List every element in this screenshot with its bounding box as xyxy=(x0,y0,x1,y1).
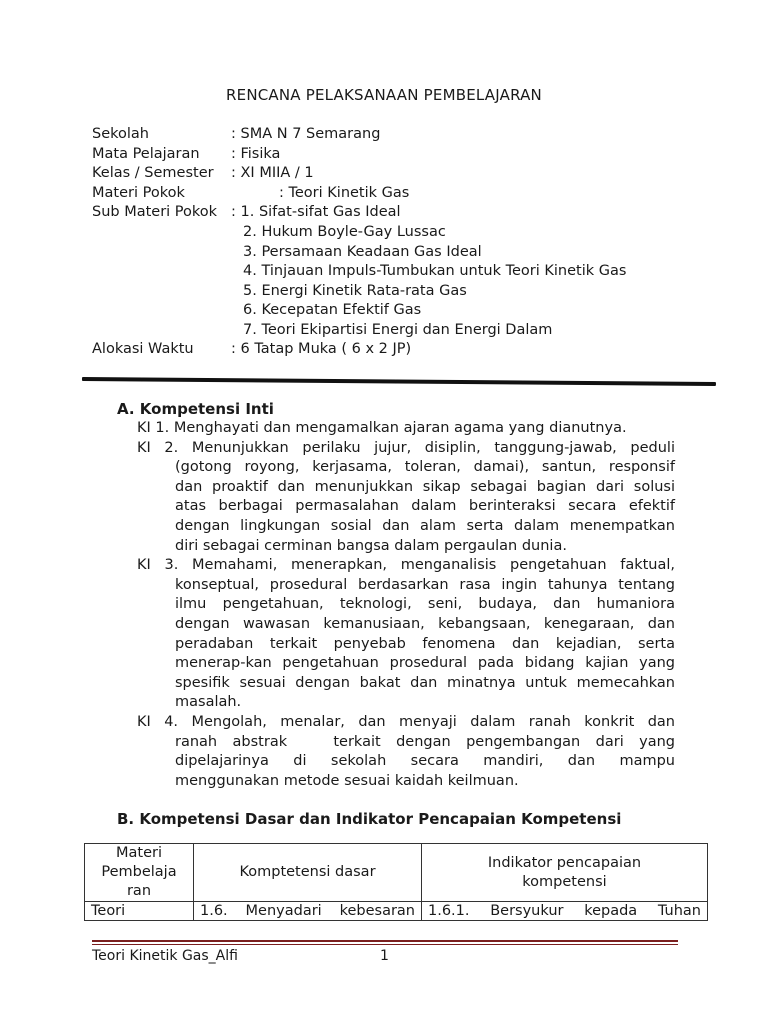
ki-item xyxy=(137,713,675,791)
ki-line: masalah. xyxy=(175,694,242,711)
info-value: : 1. Sifat-sifat Gas Ideal xyxy=(231,204,401,220)
ki-item xyxy=(137,556,675,713)
list-item: 2. Hukum Boyle-Gay Lussac xyxy=(243,224,446,240)
ki-line: konseptual, prosedural berdasarkan rasa ingin tahunya tentang xyxy=(175,576,675,593)
ki-item xyxy=(137,439,675,557)
ki-item xyxy=(137,419,675,439)
list-item: 6. Kecepatan Efektif Gas xyxy=(243,302,422,319)
section-a-heading: A. Kompetensi Inti xyxy=(117,400,274,418)
header-line: ran xyxy=(126,883,152,899)
ki-line: ranah abstrak terkait dengan pengembangan dari yang xyxy=(175,733,675,750)
divider-line xyxy=(82,377,716,386)
footer-rule-thin xyxy=(92,944,678,945)
list-item: 5. Energi Kinetik Rata-rata Gas xyxy=(243,282,467,299)
table-row xyxy=(85,902,708,921)
alokasi-value: : 6 Tatap Muka ( 6 x 2 JP) xyxy=(231,341,412,357)
info-value: : SMA N 7 Semarang xyxy=(231,126,381,142)
ki-first-line: KI 3. Memahami, menerapkan, menganalisis pengetahuan faktual, xyxy=(137,557,675,574)
ki-line: dan proaktif dan menunjukkan sikap sebagai bagian dari solusi xyxy=(175,478,675,495)
ki-line: spesifik sesuai dengan bakat dan minatnya untuk memecahkan xyxy=(175,674,675,691)
kompetensi-table xyxy=(84,843,708,921)
header-line: Komptetensi dasar xyxy=(239,864,376,880)
header-line: kompetensi xyxy=(522,873,607,890)
header-line: Indikator pencapaian xyxy=(487,854,642,871)
cell-kompetensi-dasar: 1.6. Menyadari kebesaran xyxy=(194,902,422,921)
info-value: : XI MIIA / 1 xyxy=(231,165,314,181)
alokasi-label: Alokasi Waktu xyxy=(92,341,194,357)
footer-rule xyxy=(92,940,678,942)
ki-line: dengan wawasan kemanusiaan, kebangsaan, kenegaraan, dan xyxy=(175,615,675,632)
list-item: 3. Persamaan Keadaan Gas Ideal xyxy=(243,243,482,260)
info-label: Materi Pokok xyxy=(92,185,185,201)
header-line: Pembelaja xyxy=(101,864,177,880)
list-item: 7. Teori Ekipartisi Energi dan Energi Dalam xyxy=(243,322,553,338)
ki-first-line: KI 1. Menghayati dan mengamalkan ajaran agama yang dianutnya. xyxy=(137,420,627,436)
header-kompetensi-dasar xyxy=(194,844,422,902)
ki-line: diri sebagai cerminan bangsa dalam pergaulan dunia. xyxy=(175,537,567,554)
ki-line: ilmu pengetahuan, teknologi, seni, budaya, dan humaniora xyxy=(175,596,675,613)
ki-line: menggunakan metode sesuai kaidah keilmuan. xyxy=(175,772,519,789)
ki-line: atas berbagai permasalahan dalam berinteraksi secara efektif xyxy=(175,498,675,515)
ki-line: peradaban terkait penyebab fenomena dan kejadian, serta xyxy=(175,635,675,652)
list-item: 4. Tinjauan Impuls-Tumbukan untuk Teori Kinetik Gas xyxy=(243,263,627,280)
ki-first-line: KI 4. Mengolah, menalar, dan menyaji dalam ranah konkrit dan xyxy=(137,714,675,730)
ki-first-line: KI 2. Menunjukkan perilaku jujur, disiplin, tanggung-jawab, peduli xyxy=(137,439,675,456)
info-value: : Teori Kinetik Gas xyxy=(279,185,410,201)
page-number: 1 xyxy=(380,948,389,964)
ki-line: (gotong royong, kerjasama, toleran, damai), santun, responsif xyxy=(175,459,675,476)
info-label: Sekolah xyxy=(92,126,149,142)
header-line: Materi xyxy=(116,845,162,861)
header-materi xyxy=(85,844,194,902)
cell-indikator: 1.6.1. Bersyukur kepada Tuhan xyxy=(422,902,708,921)
ki-line: dipelajarinya di sekolah secara mandiri, dan mampu xyxy=(175,753,675,770)
footer-title: Teori Kinetik Gas_Alfi xyxy=(92,948,238,964)
info-value: : Fisika xyxy=(231,146,281,162)
page-title: RENCANA PELAKSANAAN PEMBELAJARAN xyxy=(226,86,542,104)
section-b-heading: B. Kompetensi Dasar dan Indikator Pencapaian Kompetensi xyxy=(117,810,622,828)
cell-materi: Teori xyxy=(85,902,194,921)
header-indikator xyxy=(422,844,708,902)
ki-line: dengan lingkungan sosial dan alam serta dalam menempatkan xyxy=(175,517,675,534)
ki-line: menerap-kan pengetahuan prosedural pada bidang kajian yang xyxy=(175,655,675,672)
info-label: Sub Materi Pokok xyxy=(92,204,218,220)
info-label: Mata Pelajaran xyxy=(92,146,200,162)
info-label: Kelas / Semester xyxy=(92,165,214,181)
